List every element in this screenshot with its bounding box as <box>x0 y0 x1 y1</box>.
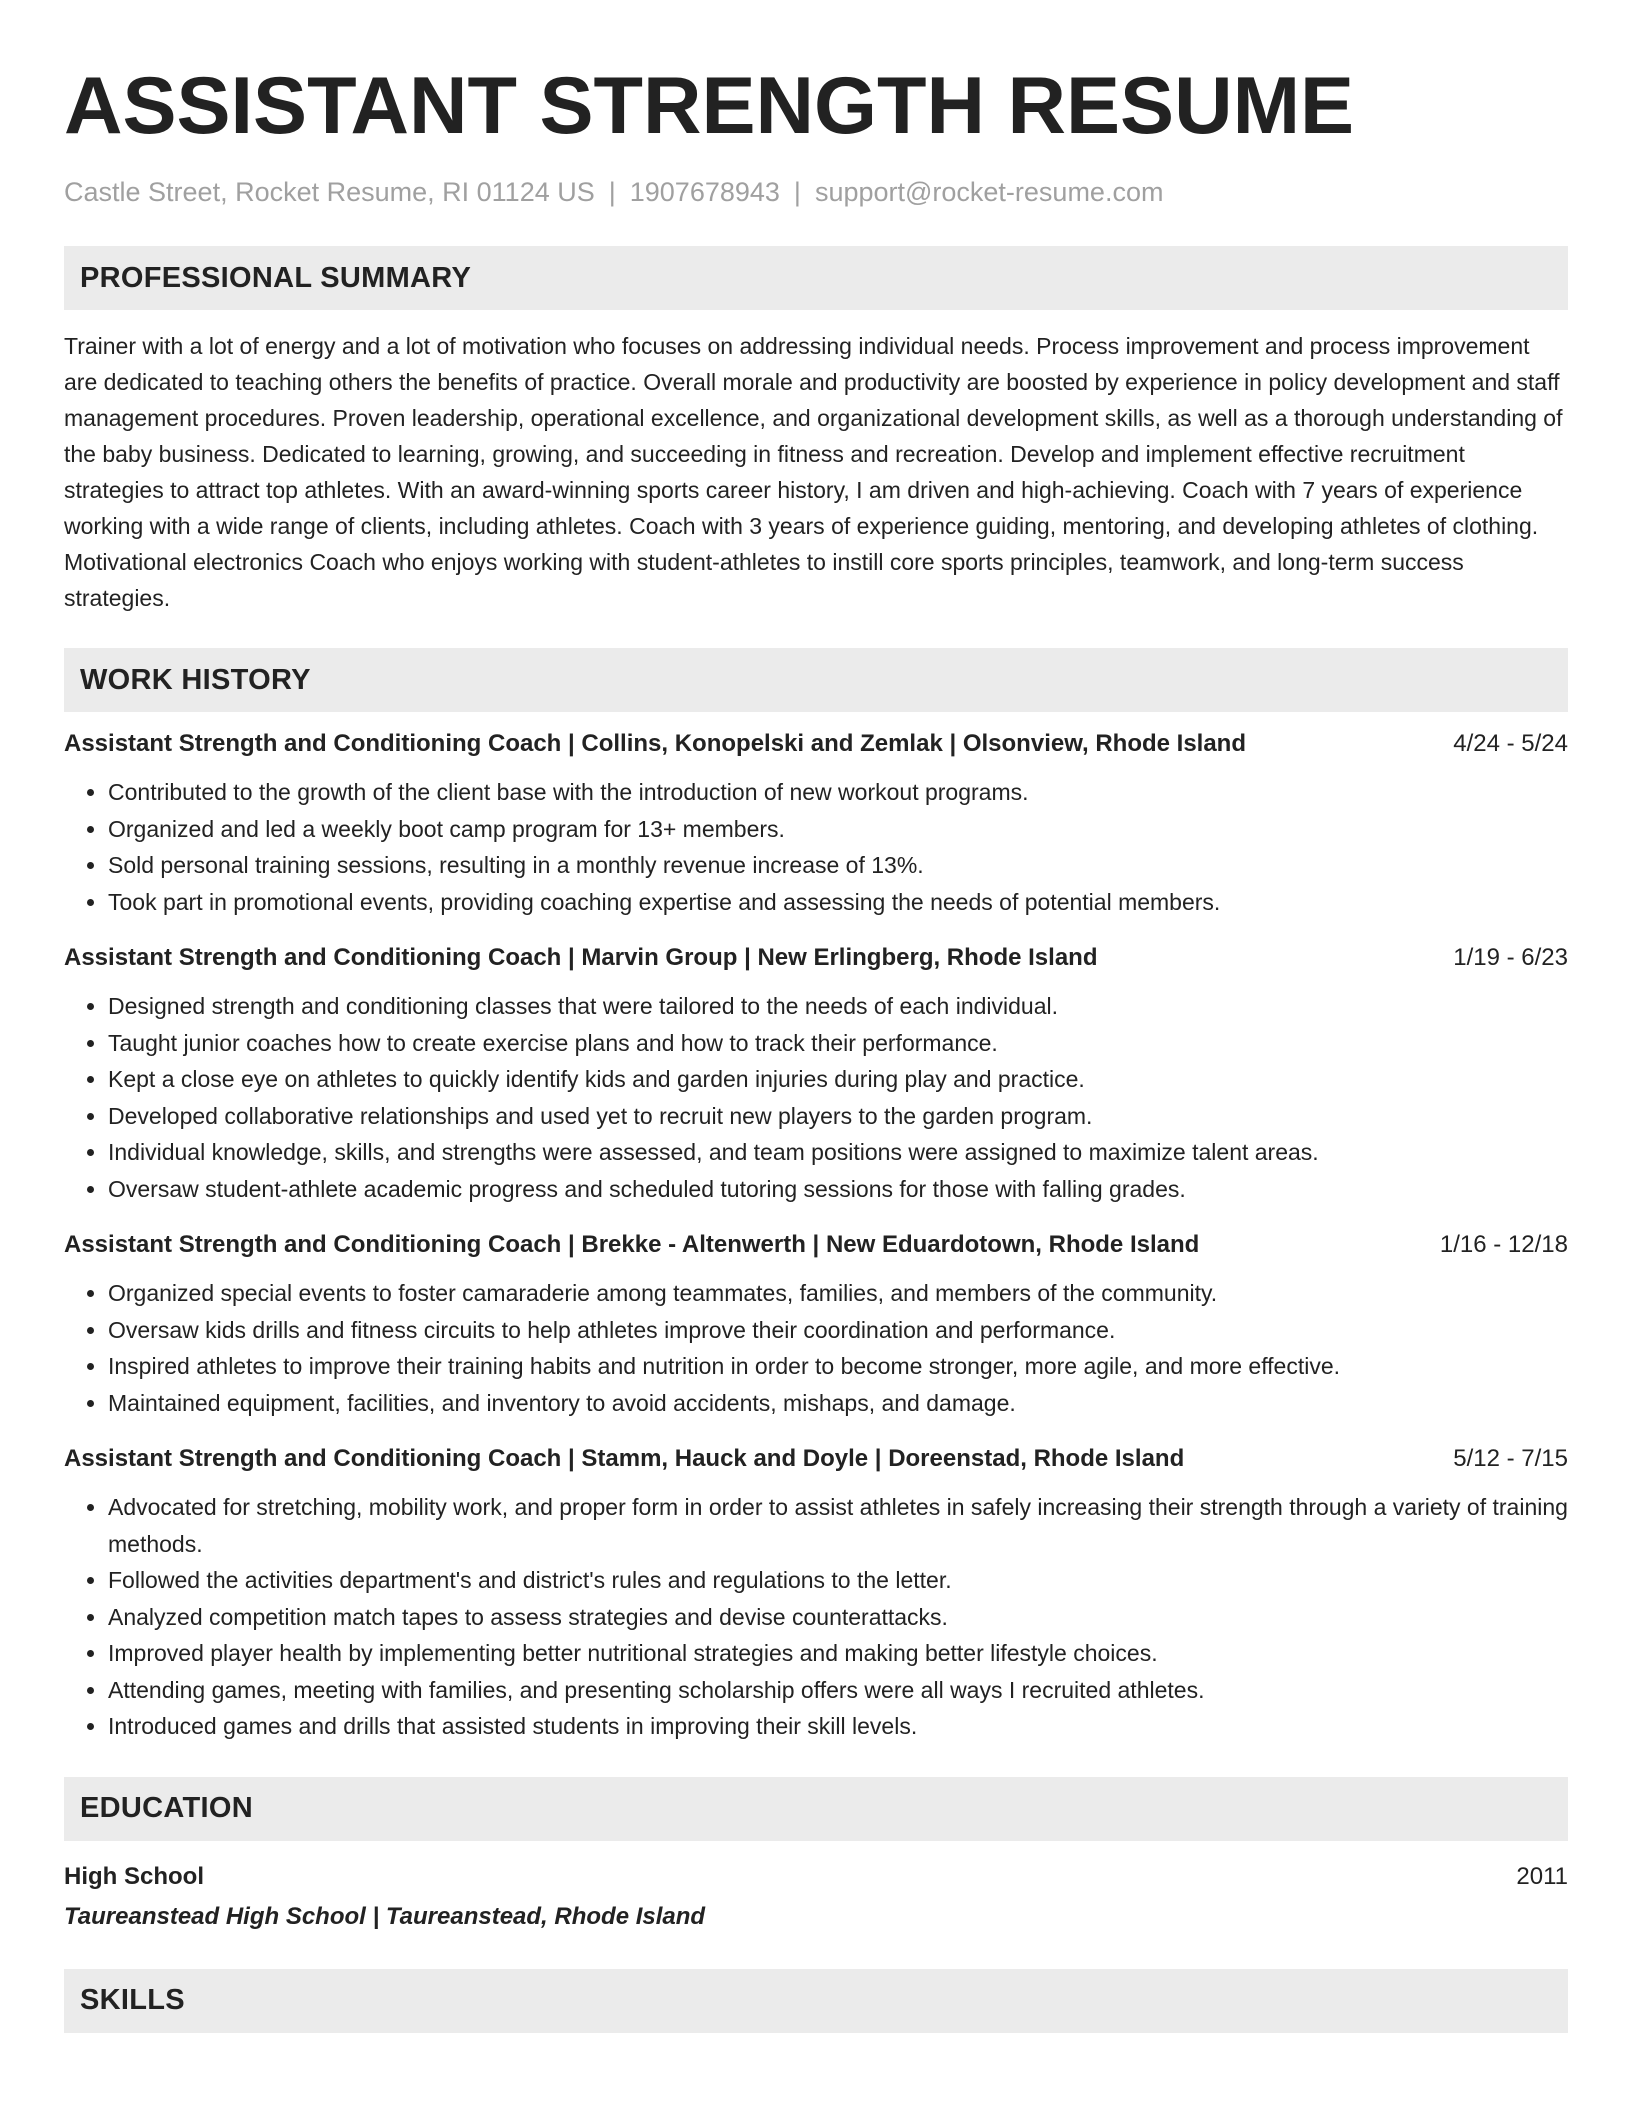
job-bullet: • Kept a close eye on athletes to quickly identify kids and garden injuries during play and practice. <box>108 1061 1568 1098</box>
job-bullet: • Improved player health by implementing better nutritional strategies and making better lifestyle choices. <box>108 1635 1568 1672</box>
job-bullet-list <box>64 1275 1568 1421</box>
job-bullet-list <box>64 988 1568 1207</box>
job-bullet: • Followed the activities department's and district's rules and regulations to the letter. <box>108 1562 1568 1599</box>
job-bullet: • Contributed to the growth of the client base with the introduction of new workout programs. <box>108 774 1568 811</box>
education-header <box>64 1861 1568 1893</box>
job-header <box>64 942 1568 974</box>
contact-line <box>64 176 1568 208</box>
job-title: Assistant Strength and Conditioning Coach | Brekke - Altenwerth | New Eduardotown, Rhode Island <box>64 1231 1200 1258</box>
job-dates: 1/16 - 12/18 <box>1439 1231 1568 1258</box>
job-bullet: • Sold personal training sessions, resulting in a monthly revenue increase of 13%. <box>108 847 1568 884</box>
contact-email: support@rocket-resume.com <box>814 177 1164 207</box>
section-header-education: EDUCATION <box>64 1777 1568 1841</box>
job-bullet: • Designed strength and conditioning classes that were tailored to the needs of each individual. <box>108 988 1568 1025</box>
job-bullet: • Taught junior coaches how to create exercise plans and how to track their performance. <box>108 1025 1568 1062</box>
job-bullet: • Organized special events to foster camaraderie among teammates, families, and members of the community. <box>108 1275 1568 1312</box>
job-bullet-list <box>64 774 1568 920</box>
job-entry <box>64 942 1568 1207</box>
job-bullet: • Advocated for stretching, mobility work, and proper form in order to assist athletes in safely increasing their strength through a variety of training methods. <box>108 1489 1568 1562</box>
job-bullet: • Inspired athletes to improve their training habits and nutrition in order to become stronger, more agile, and more effective. <box>108 1348 1568 1385</box>
job-header <box>64 1229 1568 1261</box>
education-degree: High School <box>64 1862 204 1890</box>
job-dates: 1/19 - 6/23 <box>1453 944 1568 971</box>
education-school: Taureanstead High School | Taureanstead, Rhode Island <box>64 1902 706 1930</box>
section-header-summary: PROFESSIONAL SUMMARY <box>64 246 1568 310</box>
contact-phone: 1907678943 <box>629 177 780 207</box>
contact-address: Castle Street, Rocket Resume, RI 01124 US <box>64 177 595 207</box>
job-bullet: • Attending games, meeting with families, and presenting scholarship offers were all ways I recruited athletes. <box>108 1672 1568 1709</box>
job-bullet: • Introduced games and drills that assisted students in improving their skill levels. <box>108 1708 1568 1745</box>
job-title: Assistant Strength and Conditioning Coach | Marvin Group | New Erlingberg, Rhode Island <box>64 944 1098 971</box>
job-bullet: • Organized and led a weekly boot camp program for 13+ members. <box>108 811 1568 848</box>
job-bullet-list <box>64 1489 1568 1745</box>
contact-separator: | <box>793 177 801 207</box>
job-bullet: • Maintained equipment, facilities, and inventory to avoid accidents, mishaps, and damage. <box>108 1385 1568 1422</box>
section-header-work-history: WORK HISTORY <box>64 648 1568 712</box>
job-entry <box>64 1229 1568 1421</box>
education-year: 2011 <box>1516 1862 1568 1890</box>
resume-name: ASSISTANT STRENGTH RESUME <box>64 61 1355 151</box>
job-header <box>64 1443 1568 1475</box>
summary-text: Trainer with a lot of energy and a lot of motivation who focuses on addressing individual needs. Process improvement and process improvement are dedicated to teaching others the benefits of practice. Overall morale and productivity are boosted by experience in policy development and staff management procedures. Proven leadership, operational excellence, and organizational development skills, as well as a thorough understanding of the baby business. Dedicated to learning, growing, and succeeding in fitness and recreation. Develop and implement effective recruitment strategies to attract top athletes. With an award-winning sports career history, I am driven and high-achieving. Coach with 7 years of experience working with a wide range of clients, including athletes. Coach with 3 years of experience guiding, mentoring, and developing athletes of clothing. Motivational electronics Coach who enjoys working with student-athletes to instill core sports principles, teamwork, and long-term success strategies. <box>64 333 1563 611</box>
job-bullet: • Individual knowledge, skills, and strengths were assessed, and team positions were assigned to maximize talent areas. <box>108 1134 1568 1171</box>
job-entry <box>64 728 1568 920</box>
job-entry <box>64 1443 1568 1745</box>
job-bullet: • Analyzed competition match tapes to assess strategies and devise counterattacks. <box>108 1599 1568 1636</box>
job-bullet: • Took part in promotional events, providing coaching expertise and assessing the needs of potential members. <box>108 884 1568 921</box>
job-bullet: • Developed collaborative relationships and used yet to recruit new players to the garden program. <box>108 1098 1568 1135</box>
job-title: Assistant Strength and Conditioning Coach | Collins, Konopelski and Zemlak | Olsonview, Rhode Island <box>64 730 1246 757</box>
job-dates: 5/12 - 7/15 <box>1453 1445 1568 1472</box>
job-dates: 4/24 - 5/24 <box>1453 730 1568 757</box>
job-header <box>64 728 1568 760</box>
job-bullet: • Oversaw kids drills and fitness circuits to help athletes improve their coordination and performance. <box>108 1312 1568 1349</box>
job-title: Assistant Strength and Conditioning Coach | Stamm, Hauck and Doyle | Doreenstad, Rhode Island <box>64 1445 1185 1472</box>
contact-separator: | <box>608 177 616 207</box>
job-bullet: • Oversaw student-athlete academic progress and scheduled tutoring sessions for those with falling grades. <box>108 1171 1568 1208</box>
section-header-skills: SKILLS <box>64 1969 1568 2033</box>
